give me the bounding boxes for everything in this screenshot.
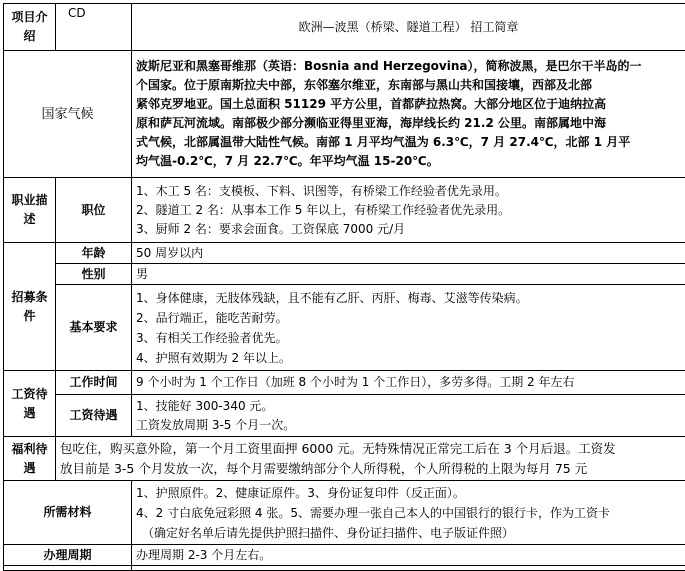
basic-requirements-label: 基本要求 bbox=[56, 285, 132, 371]
climate-line: 个国家。位于原南斯拉夫中部，东邻塞尔维亚，东南部与黑山共和国接壤，西部及北部 bbox=[136, 78, 593, 92]
climate-line: 均气温-0.2℃，7 月 22.7℃。年平均气温 15-20℃。 bbox=[136, 154, 439, 168]
climate-line: 紧邻克罗地亚。国土总面积 51129 平方公里，首都萨拉热窝。大部分地区位于迪纳拉高 bbox=[136, 97, 607, 111]
materials-row bbox=[4, 481, 685, 545]
work-hours-label: 工作时间 bbox=[56, 371, 132, 395]
requirement-item: 1、身体健康，无肢体残缺，且不能有乙肝、丙肝、梅毒、艾滋等传染病。 bbox=[136, 290, 528, 305]
recruit-conditions-label: 招募条件 bbox=[4, 243, 56, 371]
position-item: 2、隧道工 2 名：从事本工作 5 年以上，有桥梁工作经验者优先录用。 bbox=[136, 202, 511, 217]
pay-label: 工资待遇 bbox=[56, 395, 132, 437]
welfare-line: 包吃住，购买意外险，第一个月工资里面押 6000 元。无特殊情况正常完工后在 3 个月后退。工资发 bbox=[60, 440, 616, 456]
position-item: 1、木工 5 名：支模板、下料、识图等，有桥梁工作经验者优先录用。 bbox=[136, 183, 507, 198]
processing-cycle-label: 办理周期 bbox=[4, 545, 132, 566]
age-row bbox=[4, 243, 685, 264]
welfare-line: 放目前是 3-5 个月发放一次，每个月需要缴纳部分个人所得税，个人所得税的上限为每月 75 元 bbox=[60, 460, 588, 476]
materials-list bbox=[132, 481, 685, 545]
pay-row bbox=[4, 395, 685, 437]
processing-cycle-value: 办理周期 2-3 个月左右。 bbox=[132, 545, 685, 566]
pay-details bbox=[132, 395, 685, 437]
pay-item: 1、技能好 300-340 元。 bbox=[136, 398, 274, 413]
climate-line: 式气候，北部属温带大陆性气候。南部 1 月平均气温为 6.3℃，7 月 27.4℃，北部 1 月平 bbox=[136, 135, 631, 149]
job-description-label: 职业描述 bbox=[4, 178, 56, 243]
requirement-item: 4、护照有效期为 2 年以上。 bbox=[136, 350, 291, 365]
job-row bbox=[4, 178, 685, 243]
climate-line: 波斯尼亚和黑塞哥维那（英语：Bosnia and Herzegovina），简称波黑，是巴尔干半岛的一 bbox=[136, 59, 642, 73]
position-item: 3、厨师 2 名：要求会面食。工资保底 7000 元/月 bbox=[136, 221, 406, 236]
pay-item: 工资发放周期 3-5 个月一次。 bbox=[136, 417, 296, 432]
welfare-text bbox=[56, 437, 685, 481]
country-climate-label: 国家气候 bbox=[4, 51, 132, 178]
truncated-row bbox=[4, 566, 685, 571]
climate-line: 原和萨瓦河流域。南部极少部分濒临亚得里亚海，海岸线长约 21.2 公里。南部属地中海 bbox=[136, 116, 606, 130]
age-label: 年龄 bbox=[56, 243, 132, 264]
material-line: 4、2 寸白底免冠彩照 4 张。5、需要办理一张自己本人的中国银行的银行卡，作为工资卡 bbox=[136, 505, 610, 520]
project-intro-label: 项目介绍 bbox=[4, 4, 56, 51]
requirements-row bbox=[4, 285, 685, 371]
page-title: 欧洲—波黑（桥梁、隧道工程） 招工简章 bbox=[132, 4, 685, 51]
position-label: 职位 bbox=[56, 178, 132, 243]
cycle-row bbox=[4, 545, 685, 566]
gender-value: 男 bbox=[132, 264, 685, 285]
gender-label: 性别 bbox=[56, 264, 132, 285]
welfare-label: 福利待遇 bbox=[4, 437, 56, 481]
age-value: 50 周岁以内 bbox=[132, 243, 685, 264]
recruitment-table bbox=[3, 3, 685, 571]
project-code: CD bbox=[56, 4, 132, 51]
work-hours-value: 9 个小时为 1 个工作日（加班 8 个小时为 1 个工作日），多劳多得。工期 2 年左右 bbox=[132, 371, 685, 395]
requirements-list bbox=[132, 285, 685, 371]
job-positions bbox=[132, 178, 685, 243]
header-row bbox=[4, 4, 685, 51]
materials-label: 所需材料 bbox=[4, 481, 132, 545]
wage-label: 工资待遇 bbox=[4, 371, 56, 437]
truncated-cell bbox=[132, 566, 685, 571]
truncated-cell bbox=[4, 566, 132, 571]
requirement-item: 3、有相关工作经验者优先。 bbox=[136, 330, 288, 345]
requirement-item: 2、品行端正，能吃苦耐劳。 bbox=[136, 310, 288, 325]
welfare-row bbox=[4, 437, 685, 481]
gender-row bbox=[4, 264, 685, 285]
material-line: （确定好名单后请先提供护照扫描件、身份证扫描件、电子版证件照） bbox=[142, 525, 515, 540]
work-hours-row bbox=[4, 371, 685, 395]
country-row bbox=[4, 51, 685, 178]
material-line: 1、护照原件。2、健康证原件。3、身份证复印件（反正面）。 bbox=[136, 485, 465, 500]
country-climate-text bbox=[132, 51, 685, 178]
